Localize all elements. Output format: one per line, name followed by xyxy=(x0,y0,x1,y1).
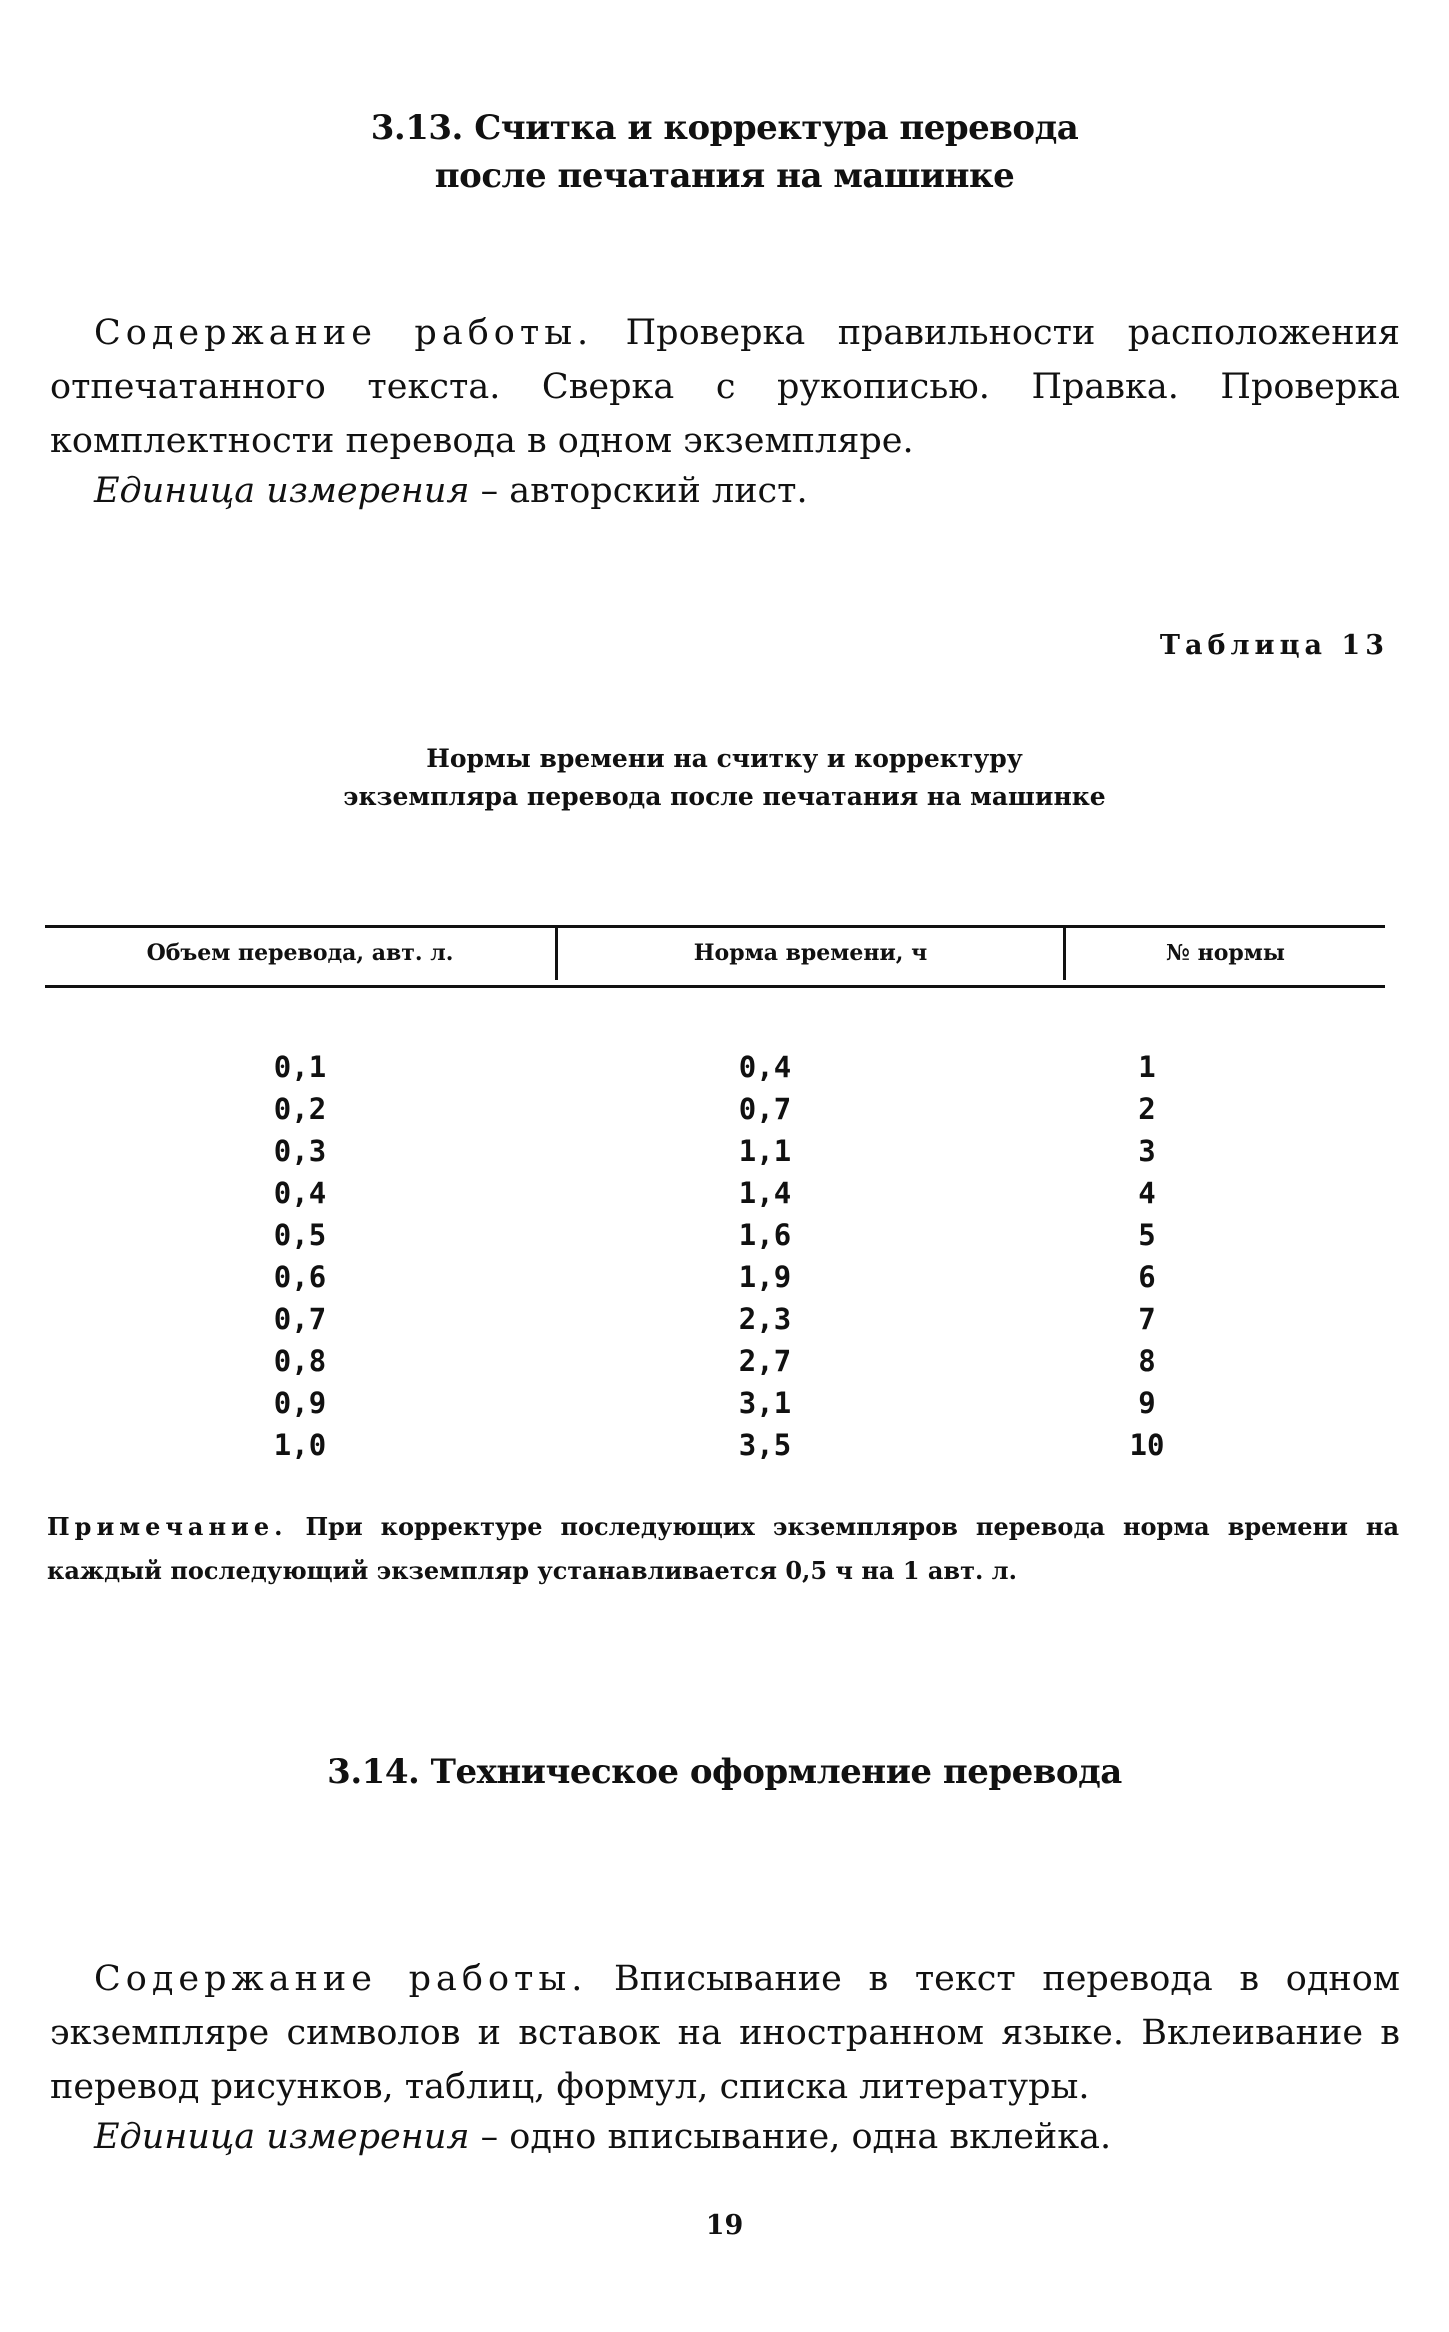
cell-volume: 0,1 xyxy=(273,1050,327,1084)
table-row xyxy=(45,1050,1385,1092)
cell-norm-time: 3,5 xyxy=(738,1428,792,1462)
unit-label: Единица измерения xyxy=(94,471,470,511)
table-row xyxy=(45,1428,1385,1470)
cell-volume: 0,2 xyxy=(273,1092,327,1126)
section-3-13-content xyxy=(50,306,1400,468)
section-3-13-title-line1: 3.13. Считка и корректура перевода xyxy=(370,108,1079,148)
cell-volume: 0,9 xyxy=(273,1386,327,1420)
content-text: Проверка правильности расположения отпечатанного текста. Сверка с рукописью. Правка. Проверка комплектности перевода в одном экземпляре. xyxy=(50,313,1400,461)
table-note xyxy=(47,1505,1399,1593)
cell-norm-time: 0,7 xyxy=(738,1092,792,1126)
cell-volume: 0,6 xyxy=(273,1260,327,1294)
table-row xyxy=(45,1260,1385,1302)
section-3-13-unit xyxy=(50,464,1400,518)
cell-norm-time: 1,1 xyxy=(738,1134,792,1168)
section-3-14-title: 3.14. Техническое оформление перевода xyxy=(327,1752,1122,1792)
table-row xyxy=(45,1386,1385,1428)
table-top-rule xyxy=(45,925,1385,928)
cell-volume: 0,7 xyxy=(273,1302,327,1336)
cell-norm-time: 0,4 xyxy=(738,1050,792,1084)
table-header-norm-time: Норма времени, ч xyxy=(693,940,928,966)
cell-norm-number: 8 xyxy=(1138,1344,1156,1378)
cell-norm-time: 2,7 xyxy=(738,1344,792,1378)
cell-norm-number: 6 xyxy=(1138,1260,1156,1294)
content-text: Вписывание в текст перевода в одном экземпляре символов и вставок на иностранном языке. Вклеивание в перевод рисунков, таблиц, формул, списка литературы. xyxy=(50,1959,1400,2107)
note-text: При корректуре последующих экземпляров перевода норма времени на каждый последующий экземпляр устанавливается 0,5 ч на 1 авт. л. xyxy=(47,1512,1399,1585)
table-header-norm-number: № нормы xyxy=(1166,940,1285,966)
section-3-14-unit xyxy=(50,2110,1400,2164)
cell-volume: 0,3 xyxy=(273,1134,327,1168)
cell-norm-time: 1,9 xyxy=(738,1260,792,1294)
cell-volume: 1,0 xyxy=(273,1428,327,1462)
table-row xyxy=(45,1134,1385,1176)
cell-norm-number: 2 xyxy=(1138,1092,1156,1126)
cell-norm-number: 7 xyxy=(1138,1302,1156,1336)
unit-label: Единица измерения xyxy=(94,2117,470,2157)
cell-norm-time: 2,3 xyxy=(738,1302,792,1336)
table-caption-line1: Нормы времени на считку и корректуру xyxy=(426,744,1023,773)
cell-norm-number: 1 xyxy=(1138,1050,1156,1084)
unit-text: – авторский лист. xyxy=(469,471,808,511)
cell-volume: 0,8 xyxy=(273,1344,327,1378)
content-label: Содержание работы. xyxy=(94,313,594,353)
table-caption-line2: экземпляра перевода после печатания на машинке xyxy=(343,782,1106,811)
table-header-rule xyxy=(45,985,1385,988)
table-caption xyxy=(0,740,1449,816)
table-row xyxy=(45,1092,1385,1134)
unit-text: – одно вписывание, одна вклейка. xyxy=(469,2117,1112,2157)
cell-norm-time: 1,6 xyxy=(738,1218,792,1252)
table-row xyxy=(45,1176,1385,1218)
cell-norm-number: 4 xyxy=(1138,1176,1156,1210)
content-label: Содержание работы. xyxy=(94,1959,588,1999)
cell-volume: 0,4 xyxy=(273,1176,327,1210)
cell-norm-number: 9 xyxy=(1138,1386,1156,1420)
table-row xyxy=(45,1218,1385,1260)
cell-norm-time: 3,1 xyxy=(738,1386,792,1420)
section-3-14-content xyxy=(50,1952,1400,2114)
section-3-13-title xyxy=(0,104,1449,200)
note-label: Примечание. xyxy=(47,1512,288,1541)
cell-volume: 0,5 xyxy=(273,1218,327,1252)
cell-norm-number: 5 xyxy=(1138,1218,1156,1252)
table-row xyxy=(45,1344,1385,1386)
table-row xyxy=(45,1302,1385,1344)
cell-norm-number: 3 xyxy=(1138,1134,1156,1168)
page-number: 19 xyxy=(705,2210,744,2241)
section-3-13-title-line2: после печатания на машинке xyxy=(434,156,1015,196)
table-header-volume: Объем перевода, авт. л. xyxy=(146,940,454,966)
table-number: Таблица 13 xyxy=(1159,630,1389,661)
table-body xyxy=(45,1050,1385,1470)
cell-norm-time: 1,4 xyxy=(738,1176,792,1210)
cell-norm-number: 10 xyxy=(1129,1428,1165,1462)
